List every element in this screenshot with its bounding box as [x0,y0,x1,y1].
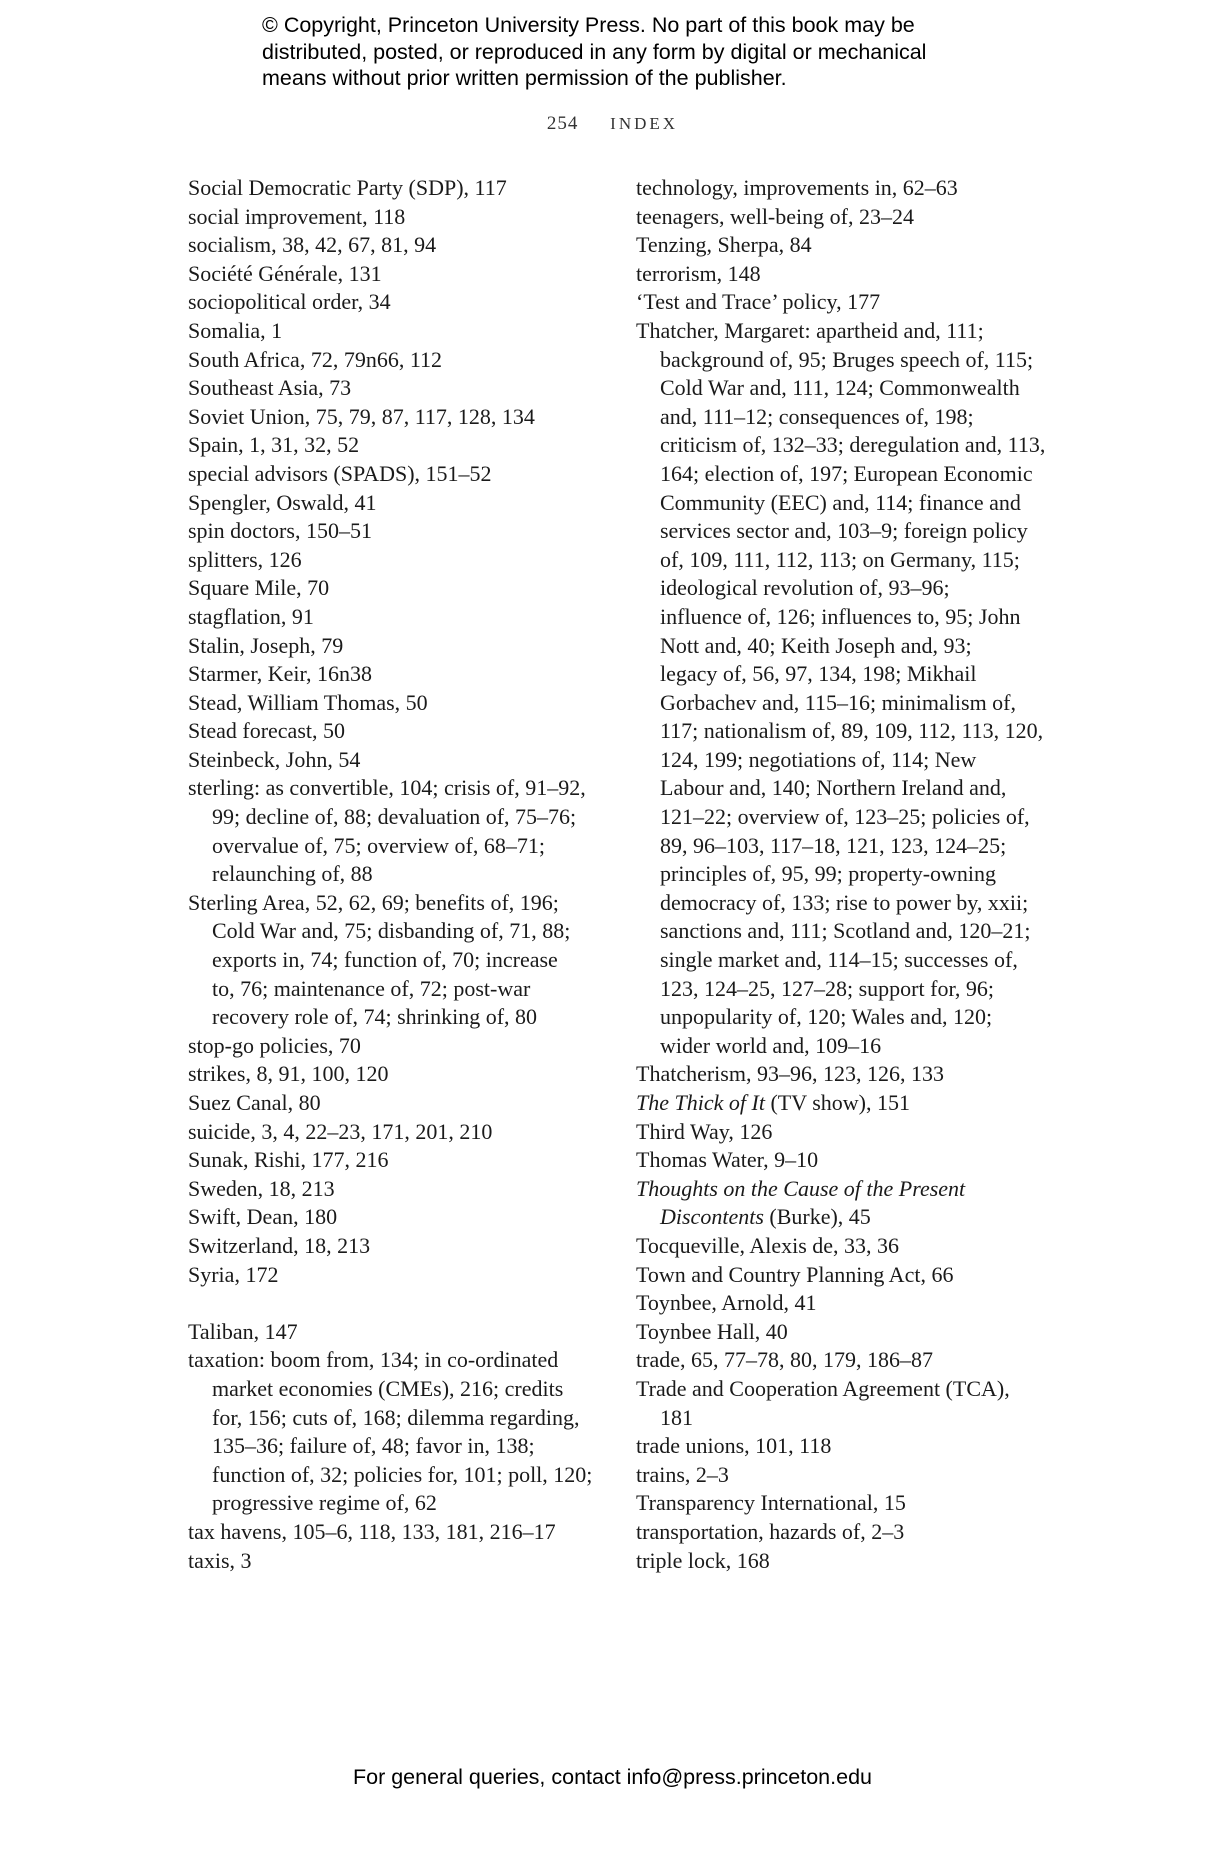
index-entry [636,1346,1056,1375]
index-entry-line: services sector and, 103–9; foreign policy [660,518,1028,544]
index-entry [188,288,598,317]
index-entry [188,774,598,888]
index-entry [188,1318,598,1347]
work-title: Discontents [660,1204,764,1230]
index-entry [636,1518,1056,1547]
index-entry-line: Labour and, 140; Northern Ireland and, [660,775,1007,801]
index-entry-line: Nott and, 40; Keith Joseph and, 93; [660,632,972,658]
index-entry-line: spin doctors, 150–51 [188,518,372,544]
index-entry-line: taxation: boom from, 134; in co-ordinated [188,1347,559,1373]
index-entry-line: Thomas Water, 9–10 [636,1147,819,1173]
index-entry [188,203,598,232]
index-entry [636,203,1056,232]
index-entry-line: Gorbachev and, 115–16; minimalism of, [660,689,1017,715]
index-entry-line: of, 109, 111, 112, 113; on Germany, 115; [660,546,1020,572]
index-entry-line: Social Democratic Party (SDP), 117 [188,175,507,200]
index-entry-line: recovery role of, 74; shrinking of, 80 [212,1004,538,1030]
index-entry-line: 117; nationalism of, 89, 109, 112, 113, 120, [660,718,1044,744]
index-entry-line: trade, 65, 77–78, 80, 179, 186–87 [636,1347,933,1373]
index-entry-line: splitters, 126 [188,546,302,572]
index-entry-line: Spain, 1, 31, 32, 52 [188,432,360,458]
index-entry [188,317,598,346]
index-entry [188,517,598,546]
index-entry-line: tax havens, 105–6, 118, 133, 181, 216–17 [188,1518,556,1544]
index-entry-line: ideological revolution of, 93–96; [660,575,950,601]
index-entry [188,574,598,603]
index-entry-line: transportation, hazards of, 2–3 [636,1518,905,1544]
index-entry [188,689,598,718]
index-entry [636,1146,1056,1175]
index-entry-line: socialism, 38, 42, 67, 81, 94 [188,232,437,258]
index-entry [636,231,1056,260]
index-entry-line: South Africa, 72, 79n66, 112 [188,346,442,372]
index-entry-line: Stead forecast, 50 [188,718,345,744]
index-entry-line: trade unions, 101, 118 [636,1433,832,1459]
index-entry-line: special advisors (SPADS), 151–52 [188,460,492,486]
index-entry-line: function of, 32; policies for, 101; poll, 120; [212,1461,593,1487]
index-entry-line: Sweden, 18, 213 [188,1175,335,1201]
index-entry-line: Tenzing, Sherpa, 84 [636,232,812,258]
index-entry [636,1089,1056,1118]
index-entry-line: exports in, 74; function of, 70; increase [212,947,558,973]
index-entry-line: taxis, 3 [188,1547,252,1573]
index-entry-line: 181 [660,1404,693,1430]
index-entry-line: Toynbee, Arnold, 41 [636,1290,817,1316]
index-entry-line: ‘Test and Trace’ policy, 177 [636,289,881,315]
index-entry [188,1060,598,1089]
index-entry-line: sterling: as convertible, 104; crisis of, 91–92, [188,775,586,801]
index-entry [188,1203,598,1232]
index-entry-line: Sunak, Rishi, 177, 216 [188,1147,389,1173]
index-entry [188,632,598,661]
index-entry-line: unpopularity of, 120; Wales and, 120; [660,1004,993,1030]
index-entry [188,460,598,489]
index-entry [636,1432,1056,1461]
index-entry-line: Transparency International, 15 [636,1490,906,1516]
index-entry-line: overvalue of, 75; overview of, 68–71; [212,832,545,858]
index-entry-line: teenagers, well-being of, 23–24 [636,203,914,229]
index-entry-line: influence of, 126; influences to, 95; John [660,603,1021,629]
index-entry-line: Stalin, Joseph, 79 [188,632,344,658]
index-entry-line: criticism of, 132–33; deregulation and, 113, [660,432,1046,458]
entry-locators: (Burke), 45 [763,1204,871,1230]
index-entry-line: trains, 2–3 [636,1461,729,1487]
work-title: Thoughts on the Cause of the Present [636,1175,966,1201]
index-entry [188,746,598,775]
index-entry-line: suicide, 3, 4, 22–23, 171, 201, 210 [188,1118,493,1144]
index-entry-line: 89, 96–103, 117–18, 121, 123, 124–25; [660,832,1007,858]
index-entry-line: Thatcher, Margaret: apartheid and, 111; [636,317,984,343]
index-entry [188,1261,598,1290]
index-entry-line: sanctions and, 111; Scotland and, 120–21; [660,918,1031,944]
index-entry [636,260,1056,289]
index-entry-line: Suez Canal, 80 [188,1090,321,1115]
index-entry-line: Stead, William Thomas, 50 [188,689,428,715]
index-entry-line: wider world and, 109–16 [660,1032,882,1058]
index-entry-line: Cold War and, 111, 124; Commonwealth [660,375,1020,401]
index-entry-line: Square Mile, 70 [188,575,330,601]
index-entry [636,1175,1056,1232]
index-entry [188,374,598,403]
index-entry-line: 99; decline of, 88; devaluation of, 75–76; [212,804,577,830]
index-entry [636,1232,1056,1261]
index-entry-line: Sterling Area, 52, 62, 69; benefits of, 196; [188,889,559,915]
index-entry-line: progressive regime of, 62 [212,1490,437,1516]
section-title: INDEX [610,114,679,133]
index-entry [188,231,598,260]
index-entry-line [636,1089,1056,1118]
index-entry-line: technology, improvements in, 62–63 [636,175,958,200]
index-entry-line: and, 111–12; consequences of, 198; [660,403,974,429]
index-entry-line: legacy of, 56, 97, 134, 198; Mikhail [660,661,977,687]
index-entry-line: Third Way, 126 [636,1118,773,1144]
index-column-right [636,174,1056,1575]
footer-contact: For general queries, contact info@press.princeton.edu [352,1765,872,1789]
page-number: 254 [546,113,579,134]
index-entry-line: Southeast Asia, 73 [188,375,352,401]
index-entry-line: strikes, 8, 91, 100, 120 [188,1061,389,1087]
index-entry [636,317,1056,1060]
index-entry-line: 164; election of, 197; European Economic [660,460,1033,486]
index-entry-line: stagflation, 91 [188,603,314,629]
index-entry-line: terrorism, 148 [636,260,761,286]
index-entry [188,1232,598,1261]
index-entry-line: Trade and Cooperation Agreement (TCA), [636,1375,1010,1401]
entry-locators: (TV show), 151 [764,1090,910,1115]
index-entry-line: Société Générale, 131 [188,260,382,286]
index-entry [636,174,1056,203]
index-entry [188,603,598,632]
index-entry-line: 135–36; failure of, 48; favor in, 138; [212,1433,535,1459]
index-entry-line: sociopolitical order, 34 [188,289,391,315]
index-entry-line: 121–22; overview of, 123–25; policies of, [660,804,1030,830]
index-entry [636,288,1056,317]
index-entry [188,1346,598,1518]
index-column-left [188,174,598,1575]
index-entry-line: Taliban, 147 [188,1318,298,1344]
index-entry-line: Cold War and, 75; disbanding of, 71, 88; [212,918,571,944]
index-entry [188,546,598,575]
index-entry-line: Starmer, Keir, 16n38 [188,661,372,687]
index-entry [188,717,598,746]
index-entry [636,1489,1056,1518]
index-entry [188,1518,598,1547]
index-entry-line: Toynbee Hall, 40 [636,1318,788,1344]
index-entry [188,431,598,460]
index-entry-line: democracy of, 133; rise to power by, xxii; [660,889,1029,915]
index-entry-line: Thatcherism, 93–96, 123, 126, 133 [636,1061,944,1087]
index-entry [188,1175,598,1204]
index-entry-line: stop-go policies, 70 [188,1032,361,1058]
index-entry [188,260,598,289]
index-entry [188,346,598,375]
index-entry-line: 123, 124–25, 127–28; support for, 96; [660,975,994,1001]
index-entry [188,660,598,689]
index-entry-line: principles of, 95, 99; property-owning [660,861,997,887]
index-entry [636,1375,1056,1432]
index-entry [636,1118,1056,1147]
index-entry-line: Syria, 172 [188,1261,279,1287]
index-entry [188,174,598,203]
index-entry [188,489,598,518]
index-entry-line: Tocqueville, Alexis de, 33, 36 [636,1232,900,1258]
index-entry-line: Community (EEC) and, 114; finance and [660,489,1021,515]
index-entry-line: triple lock, 168 [636,1547,770,1573]
index-entry-line: Steinbeck, John, 54 [188,746,361,772]
index-entry-line: social improvement, 118 [188,203,406,229]
index-entry [636,1461,1056,1490]
index-entry-line: for, 156; cuts of, 168; dilemma regarding, [212,1404,580,1430]
work-title: The Thick of It [636,1090,765,1115]
copyright-notice [262,12,982,92]
index-entry-line: Town and Country Planning Act, 66 [636,1261,954,1287]
index-entry [636,1261,1056,1290]
index-entry-line: Swift, Dean, 180 [188,1204,338,1230]
copyright-line: © Copyright, Princeton University Press. No part of this book may be [262,13,915,37]
index-entry [188,1146,598,1175]
index-entry [188,403,598,432]
copyright-line: means without prior written permission of the publisher. [262,66,787,90]
letter-group-gap [188,1289,598,1318]
index-entry-line: Spengler, Oswald, 41 [188,489,377,515]
index-entry [188,1089,598,1118]
index-entry [188,889,598,1032]
copyright-line: distributed, posted, or reproduced in any form by digital or mechanical [262,39,927,64]
index-entry-line: Soviet Union, 75, 79, 87, 117, 128, 134 [188,403,535,429]
index-entry [188,1547,598,1576]
index-entry [188,1118,598,1147]
index-entry [636,1318,1056,1347]
index-entry-line: Somalia, 1 [188,317,283,343]
index-entry-line [660,1203,1056,1232]
index-entry-line: 124, 199; negotiations of, 114; New [660,746,977,772]
index-entry [188,1032,598,1061]
index-entry-line: background of, 95; Bruges speech of, 115; [660,346,1034,372]
index-entry [636,1060,1056,1089]
index-entry-line: relaunching of, 88 [212,861,373,887]
index-entry-line: Switzerland, 18, 213 [188,1232,371,1258]
index-entry-line: single market and, 114–15; successes of, [660,947,1018,973]
index-entry [636,1547,1056,1576]
index-entry-line: to, 76; maintenance of, 72; post-war [212,975,531,1001]
running-head [0,113,1225,135]
index-entry [636,1289,1056,1318]
index-entry-line: market economies (CMEs), 216; credits [212,1375,564,1401]
